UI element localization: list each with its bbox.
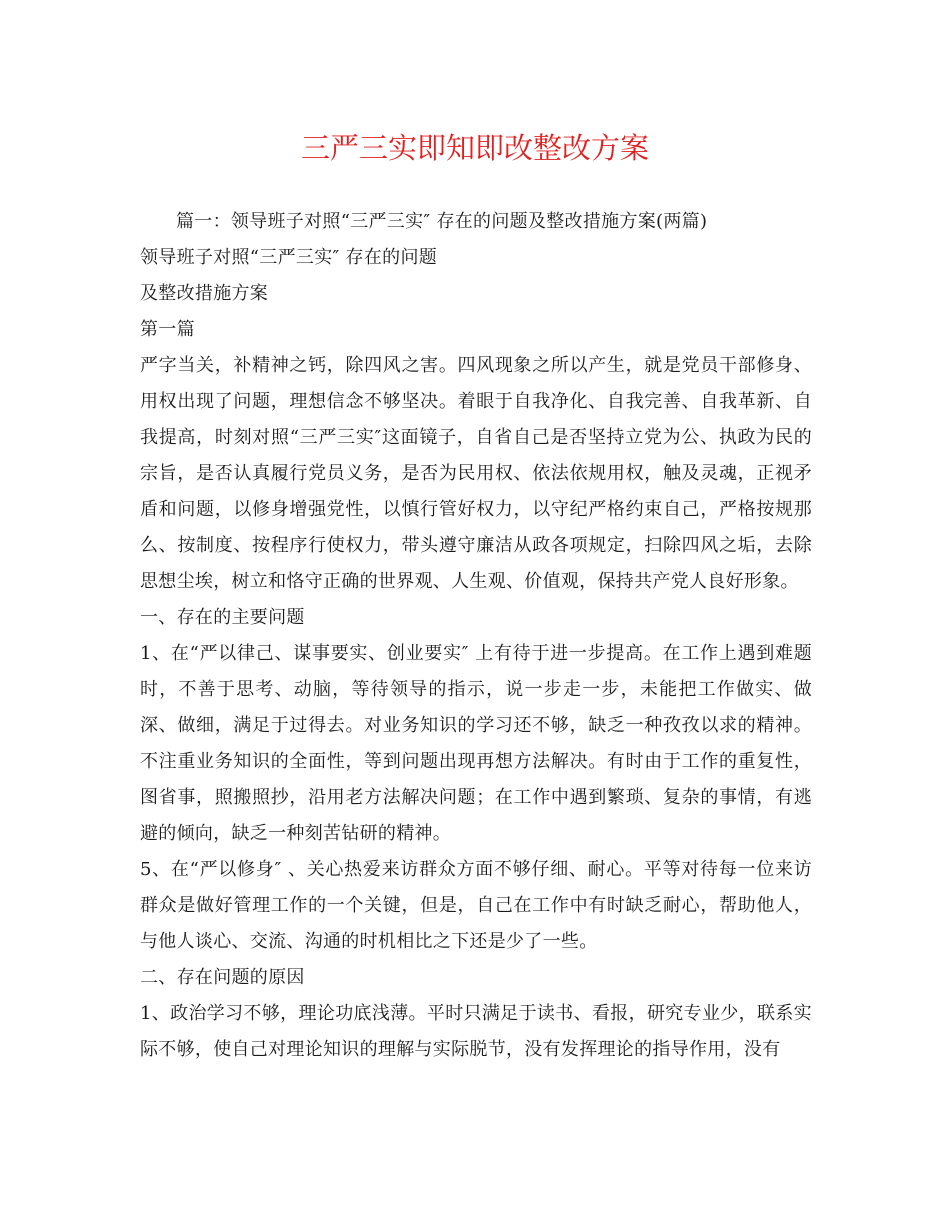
chapter-label: 第一篇	[140, 319, 195, 340]
cause-item-1: 1、政治学习不够，理论功底浅薄。平时只满足于读书、看报，研究专业少，联系实际不够，使自己对理论知识的理解与实际脱节，没有发挥理论的指导作用，没有	[140, 1003, 812, 1060]
heading-problem-causes: 二、存在问题的原因	[140, 967, 305, 988]
document-body	[140, 204, 812, 1068]
document-title: 三严三实即知即改整改方案	[300, 131, 649, 165]
subtitle-line-2: 及整改措施方案	[140, 283, 269, 304]
problem-item-1: 1、在“严以律己、谋事要实、创业要实″ 上有待于进一步提高。在工作上遇到难题时，不善于思考、动脑，等待领导的指示，说一步走一步，未能把工作做实、做深、做细，满足于过得去。对业务知识的学习还不够，缺乏一种孜孜以求的精神。不注重业务知识的全面性，等到问题出现再想方法解决。有时由于工作的重复性，图省事，照搬照抄，沿用老方法解决问题；在工作中遇到繁琐、复杂的事情，有逃避的倾向，缺乏一种刻苦钻研的精神。	[140, 643, 812, 844]
problem-item-5: 5、在“严以修身″ 、关心热爱来访群众方面不够仔细、耐心。平等对待每一位来访群众是做好管理工作的一个关键，但是，自己在工作中有时缺乏耐心，帮助他人，与他人谈心、交流、沟通的时机相比之下还是少了一些。	[140, 859, 812, 952]
heading-main-problems: 一、存在的主要问题	[140, 607, 305, 628]
section-heading-part-one: 篇一：领导班子对照“三严三实″ 存在的问题及整改措施方案(两篇)	[176, 211, 708, 232]
intro-paragraph: 严字当关，补精神之钙，除四风之害。四风现象之所以产生，就是党员干部修身、用权出现了问题，理想信念不够坚决。着眼于自我净化、自我完善、自我革新、自我提高，时刻对照“三严三实″这面镜子，自省自己是否坚持立党为公、执政为民的宗旨，是否认真履行党员义务，是否为民用权、依法依规用权，触及灵魂，正视矛盾和问题，以修身增强党性，以慎行管好权力，以守纪严格约束自己，严格按规那么、按制度、按程序行使权力，带头遵守廉洁从政各项规定，扫除四风之垢，去除思想尘埃，树立和恪守正确的世界观、人生观、价值观，保持共产党人良好形象。	[140, 355, 812, 592]
subtitle-line-1: 领导班子对照“三严三实″ 存在的问题	[140, 247, 438, 268]
